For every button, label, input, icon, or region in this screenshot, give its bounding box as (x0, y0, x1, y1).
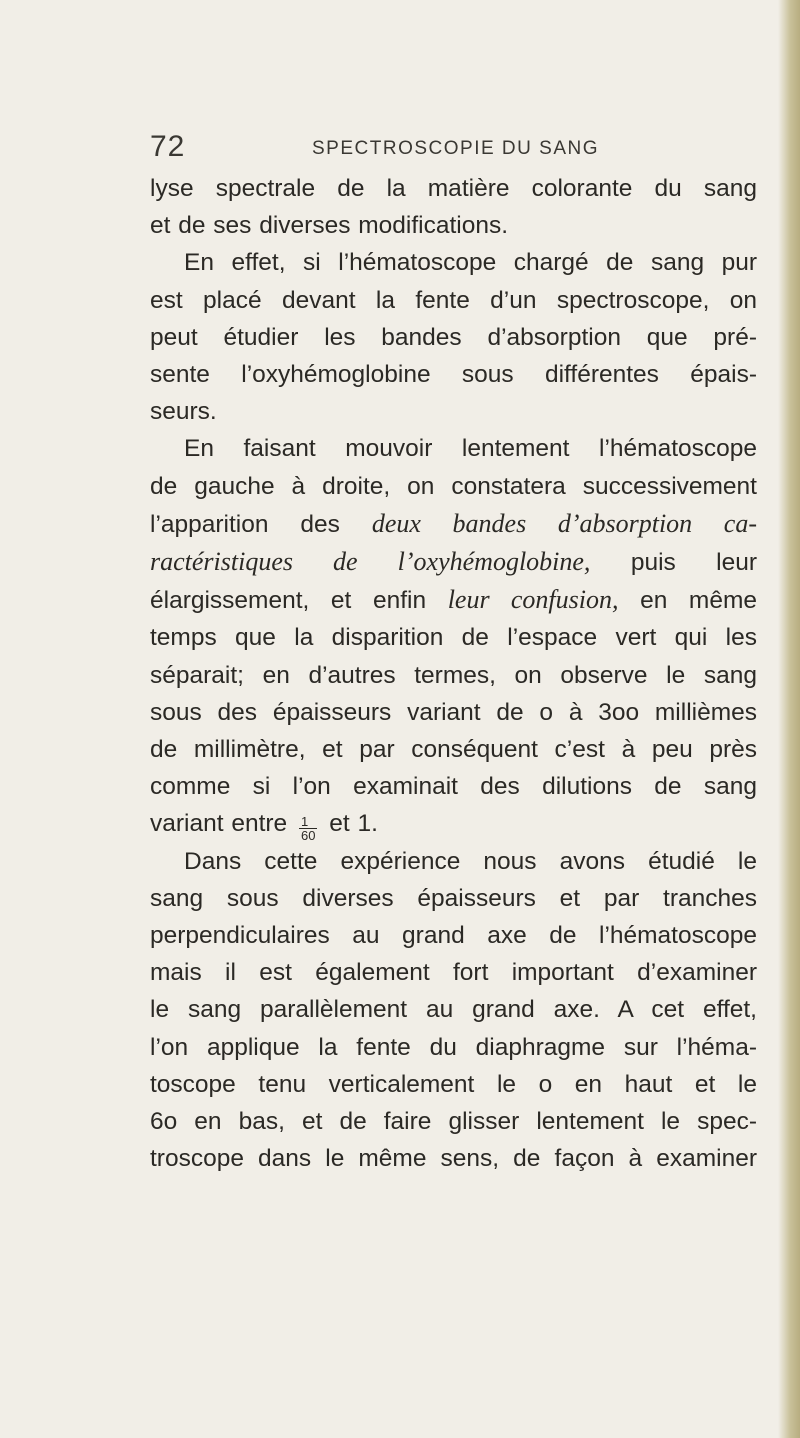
text-line: lyse spectrale de la matière colorante du sang (150, 175, 757, 202)
text-line: sang sous diverses épaisseurs et par tranches (150, 884, 757, 912)
running-head: SPECTROSCOPIE DU SANG (312, 138, 599, 159)
text-span: l’apparition des (150, 510, 372, 538)
text-line: En faisant mouvoir lentement l’hématoscope (184, 435, 757, 463)
text-line (150, 581, 757, 619)
text-line: peut étudier les bandes d’absorption que pré- (150, 323, 757, 351)
text-line: l’on applique la fente du diaphragme sur l’héma- (150, 1033, 757, 1061)
text-line: est placé devant la fente d’un spectroscope, on (150, 286, 757, 314)
text-line: de gauche à droite, on constatera successivement (150, 472, 757, 500)
text-span: puis leur (590, 549, 757, 577)
page-edge-shadow (778, 0, 800, 1438)
text-line: séparait; en d’autres termes, on observe le sang (150, 661, 757, 689)
text-line: comme si l’on examinait des dilutions de sang (150, 773, 757, 801)
text-line: En effet, si l’hématoscope chargé de sang pur (184, 249, 757, 277)
fraction (299, 815, 317, 842)
text-line: toscope tenu verticalement le o en haut et le (150, 1070, 757, 1098)
text-span: élargissement, et enfin (150, 587, 448, 615)
text-line: de millimètre, et par conséquent c’est à peu près (150, 736, 757, 764)
page-body (150, 170, 757, 1177)
text-line: Dans cette expérience nous avons étudié le (184, 847, 757, 875)
italic-text: ractéristiques de l’oxyhémoglobine, (150, 547, 591, 577)
text-span: et 1. (329, 810, 378, 838)
text-line (150, 543, 757, 581)
text-line: mais il est également fort important d’examiner (150, 959, 757, 987)
italic-text: leur confusion, (447, 585, 619, 615)
text-span: en même (618, 587, 757, 615)
text-line: 6o en bas, et de faire glisser lentement le spec- (150, 1108, 757, 1136)
text-line: troscope dans le même sens, de façon à examiner (150, 1145, 757, 1173)
fraction-denominator: 60 (301, 828, 316, 844)
text-line: le sang parallèlement au grand axe. A cet effet, (150, 996, 757, 1024)
fraction-numerator: 1 (299, 815, 317, 829)
text-span: variant entre (150, 810, 288, 838)
text-line: et de ses diverses modifications. (150, 212, 509, 240)
text-line: temps que la disparition de l’espace vert qui les (150, 624, 757, 652)
text-line: perpendiculaires au grand axe de l’hématoscope (150, 922, 757, 950)
page-header (150, 130, 750, 164)
page-number: 72 (150, 130, 186, 163)
text-line: sous des épaisseurs variant de o à 3oo millièmes (150, 698, 757, 726)
italic-text: deux bandes d’absorption ca- (371, 508, 758, 538)
text-line: seurs. (150, 398, 217, 426)
text-line (150, 805, 757, 842)
text-line: sente l’oxyhémoglobine sous différentes épais- (150, 361, 757, 389)
text-line (150, 505, 757, 543)
